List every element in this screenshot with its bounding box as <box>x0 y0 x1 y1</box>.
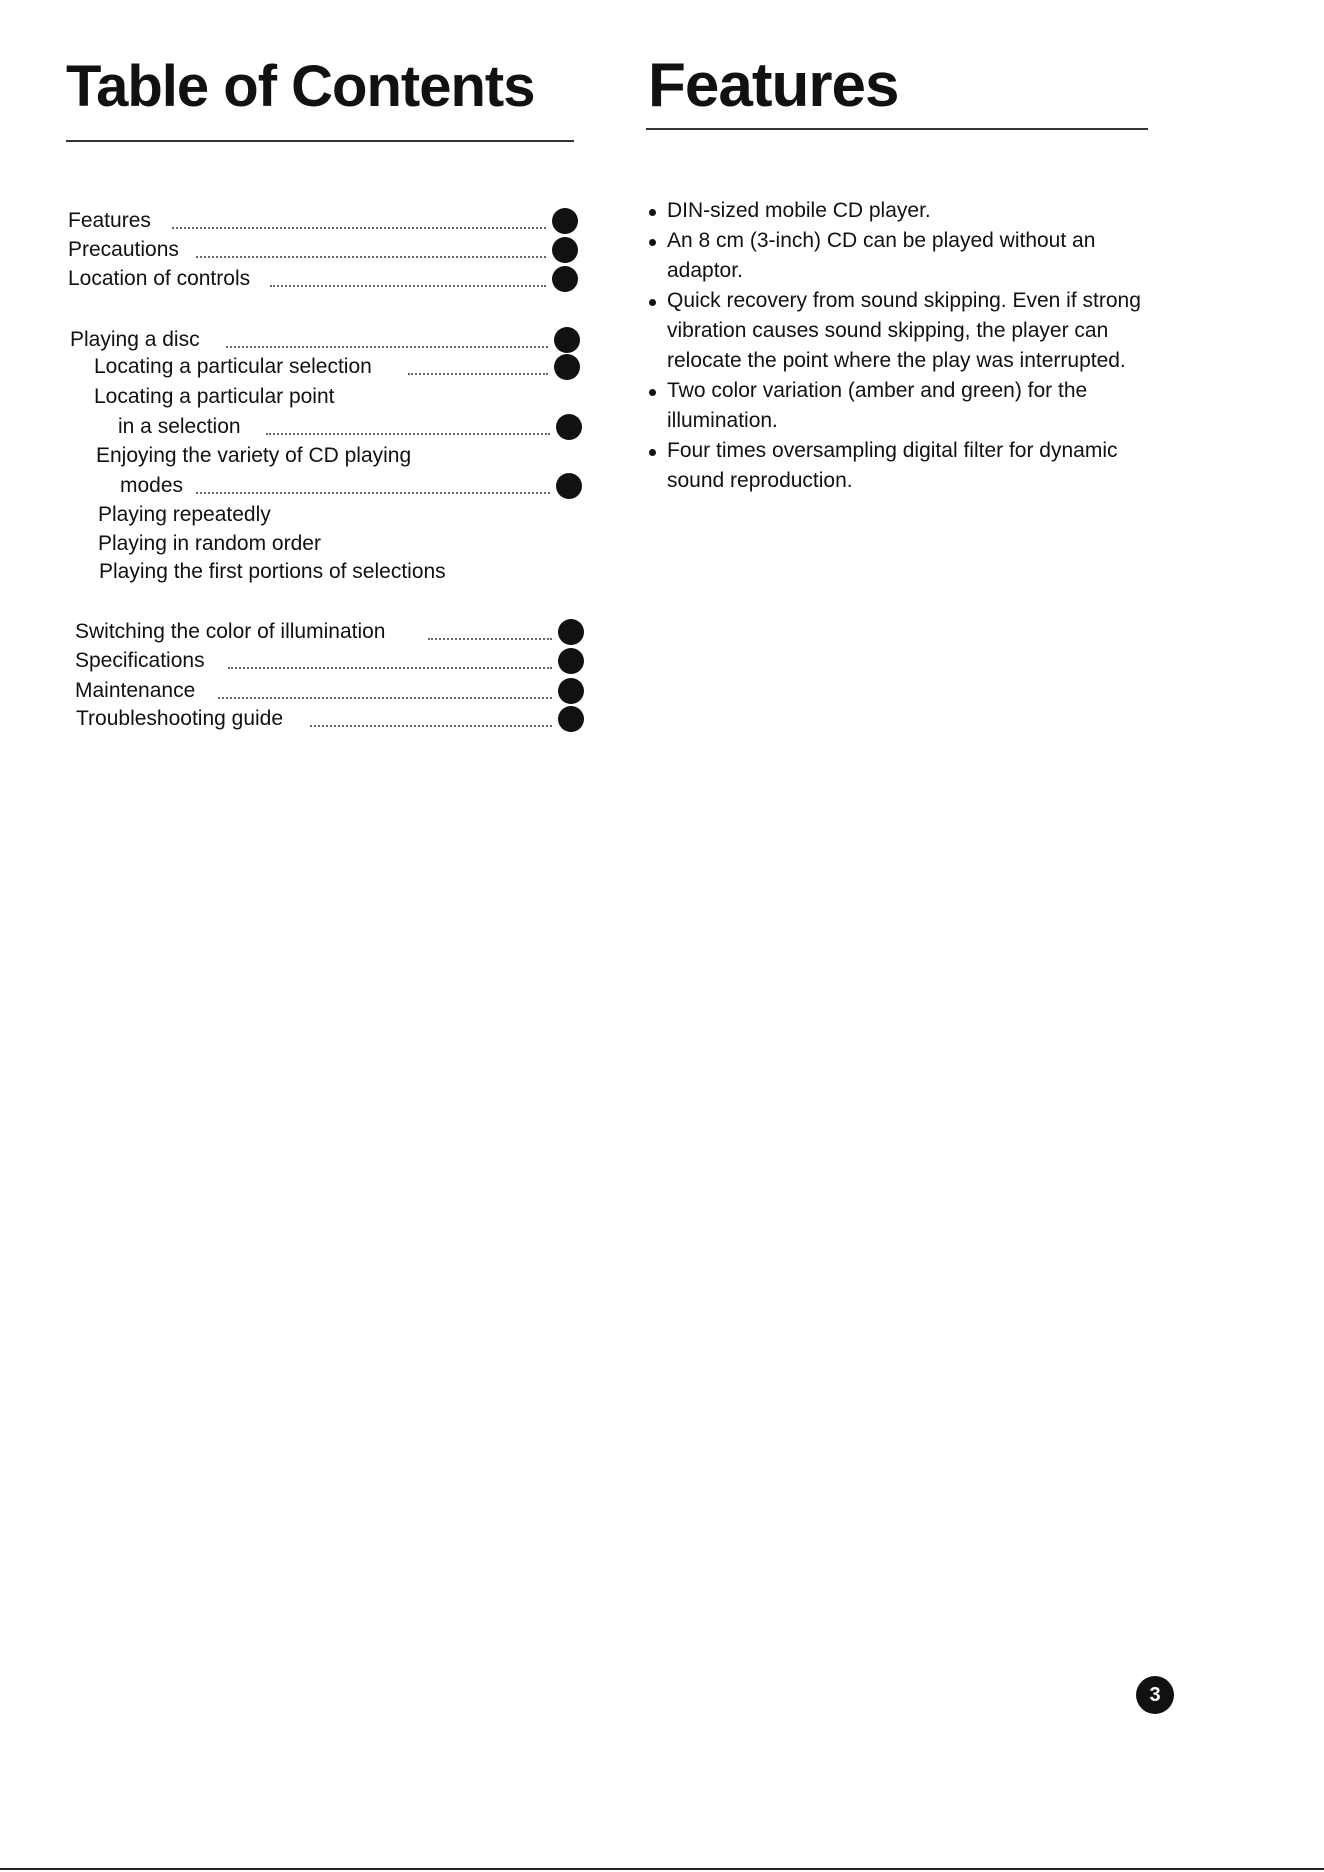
toc-entry-label: Specifications <box>75 649 205 672</box>
dot-leader <box>228 667 552 669</box>
toc-entry-label: Maintenance <box>75 679 196 702</box>
toc-entry-label: Playing a disc <box>70 328 200 351</box>
toc-entry-locating-point[interactable] <box>66 382 580 412</box>
toc-entry-locating-selection[interactable] <box>66 352 580 382</box>
page-ref-dot-icon <box>558 678 584 704</box>
toc-entry-specifications[interactable] <box>72 646 584 676</box>
dot-leader <box>310 725 552 727</box>
page-number-badge: 3 <box>1136 1676 1174 1714</box>
toc-title-underline <box>66 140 574 142</box>
toc-entry-precautions[interactable] <box>66 235 578 265</box>
page-ref-dot-icon <box>556 473 582 499</box>
page-ref-dot-icon <box>554 354 580 380</box>
dot-leader <box>428 638 552 640</box>
features-title-underline <box>646 128 1148 130</box>
page-ref-dot-icon <box>552 266 578 292</box>
toc-entry-enjoying-variety[interactable] <box>66 441 582 471</box>
bottom-edge-rule <box>0 1868 1324 1870</box>
toc-entry-switching-color[interactable] <box>72 617 584 647</box>
toc-entry-in-a-selection[interactable] <box>66 412 582 442</box>
toc-entry-label: Location of controls <box>68 267 251 290</box>
toc-entry-label: Precautions <box>68 238 179 261</box>
features-list <box>648 196 1168 496</box>
toc-entry-playing-random[interactable] <box>66 529 582 559</box>
dot-leader <box>196 492 550 494</box>
toc-entry-label: Switching the color of illumination <box>75 620 386 643</box>
feature-item: Two color variation (amber and green) for the illumination. <box>648 376 1168 436</box>
page-ref-dot-icon <box>552 208 578 234</box>
toc-entry-label: Locating a particular point <box>94 385 335 408</box>
toc-entry-label: Locating a particular selection <box>94 355 372 378</box>
toc-entry-label: Features <box>68 209 151 232</box>
toc-entry-playing-first-portions[interactable] <box>66 557 582 587</box>
toc-entry-label: modes <box>120 474 184 497</box>
toc-entry-label: Enjoying the variety of CD playing <box>96 444 412 467</box>
features-title: Features <box>648 51 899 120</box>
toc-entry-troubleshooting[interactable] <box>72 704 584 734</box>
page-ref-dot-icon <box>554 327 580 353</box>
page-ref-dot-icon <box>556 414 582 440</box>
toc-entry-label: Troubleshooting guide <box>76 707 284 730</box>
toc-entry-location-of-controls[interactable] <box>66 264 578 294</box>
dot-leader <box>218 697 552 699</box>
page-ref-dot-icon <box>558 706 584 732</box>
dot-leader <box>172 227 546 229</box>
page-ref-dot-icon <box>558 619 584 645</box>
feature-item: Quick recovery from sound skipping. Even if strong vibration causes sound skipping, the player can relocate the point where the play was interrupted. <box>648 286 1168 376</box>
dot-leader <box>270 285 546 287</box>
toc-entry-modes[interactable] <box>66 471 582 501</box>
feature-item: Four times oversampling digital filter for dynamic sound reproduction. <box>648 436 1168 496</box>
toc-entry-label: Playing in random order <box>98 532 321 555</box>
page-ref-dot-icon <box>558 648 584 674</box>
toc-entry-features[interactable] <box>66 206 578 236</box>
dot-leader <box>196 256 546 258</box>
toc-entry-playing-a-disc[interactable] <box>66 325 580 355</box>
toc-entry-label: Playing the first portions of selections <box>99 560 446 583</box>
feature-item: An 8 cm (3-inch) CD can be played without an adaptor. <box>648 226 1168 286</box>
toc-entry-playing-repeatedly[interactable] <box>66 500 582 530</box>
page-ref-dot-icon <box>552 237 578 263</box>
toc-title: Table of Contents <box>66 54 535 119</box>
dot-leader <box>226 346 548 348</box>
dot-leader <box>408 373 548 375</box>
dot-leader <box>266 433 550 435</box>
feature-item: DIN-sized mobile CD player. <box>648 196 1168 226</box>
toc-entry-label: in a selection <box>118 415 241 438</box>
toc-entry-label: Playing repeatedly <box>98 503 271 526</box>
toc-entry-maintenance[interactable] <box>72 676 584 706</box>
